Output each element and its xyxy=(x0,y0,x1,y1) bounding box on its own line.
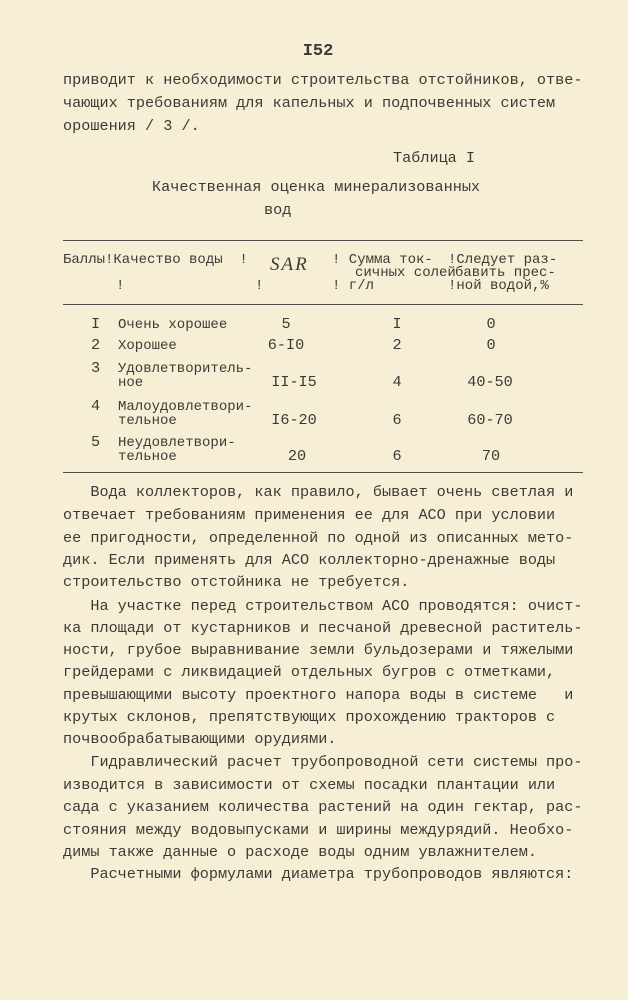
row-dilute: 70 xyxy=(481,447,501,465)
row-dilute: 0 xyxy=(486,336,496,354)
body-line: грейдерами с ликвидацией отдельных бугров с отметками, xyxy=(63,663,556,681)
row-sar: I6-20 xyxy=(271,411,317,429)
row-quality: ное xyxy=(118,375,144,391)
body-line: отвечает требованиям применения ее для АСО при условии xyxy=(63,506,556,524)
body-line: превышающими высоту проектного напора воды в системе и xyxy=(63,686,574,704)
body-line: почвообрабатывающими орудиями. xyxy=(63,730,337,748)
table-header-rule xyxy=(63,304,583,305)
body-line: ка площади от кустарников и песчаной древесной раститель- xyxy=(63,619,583,637)
header-sep: ! xyxy=(116,278,125,294)
intro-line: приводит к необходимости строительства отстойников, отве- xyxy=(63,71,583,89)
table-title: вод xyxy=(264,201,292,219)
row-score: 2 xyxy=(91,336,101,354)
body-line: дик. Если применять для АСО коллекторно-дренажные воды xyxy=(63,551,556,569)
body-line: Вода коллекторов, как правило, бывает очень светлая и xyxy=(63,483,574,501)
row-salts: 4 xyxy=(392,373,402,391)
intro-line: чающих требованиям для капельных и подпочвенных систем xyxy=(63,94,556,112)
row-score: 4 xyxy=(91,397,101,415)
row-salts: I xyxy=(392,315,402,333)
row-dilute: 60-70 xyxy=(467,411,513,429)
row-quality: Очень хорошее xyxy=(118,317,228,333)
row-quality: Малоудовлетвори- xyxy=(118,399,253,415)
body-line: Расчетными формулами диаметра трубопроводов являются: xyxy=(63,865,574,883)
header-sar: SAR xyxy=(270,254,309,275)
row-quality: Неудовлетвори- xyxy=(118,435,236,451)
row-score: 3 xyxy=(91,359,101,377)
row-quality: тельное xyxy=(118,413,177,429)
row-sar: 20 xyxy=(287,447,307,465)
body-line: ности, грубое выравнивание земли бульдозерами и тяжелыми xyxy=(63,641,574,659)
row-score: I xyxy=(91,315,101,333)
row-salts: 6 xyxy=(392,447,402,465)
intro-line: орошения / 3 /. xyxy=(63,117,200,135)
table-title: Качественная оценка минерализованных xyxy=(152,178,481,196)
body-line: строительство отстойника не требуется. xyxy=(63,573,410,591)
row-salts: 6 xyxy=(392,411,402,429)
table-label: Таблица I xyxy=(393,149,476,167)
body-line: изводится в зависимости от схемы посадки плантации или xyxy=(63,776,556,794)
row-sar: II-I5 xyxy=(271,373,317,391)
body-line: крутых склонов, препятствующих прохождению тракторов с xyxy=(63,708,556,726)
header-score-quality: Баллы!Качество воды ! xyxy=(63,252,248,268)
header-salts: сичных солей xyxy=(355,265,456,281)
row-sar: 5 xyxy=(281,315,291,333)
row-sar: 6-I0 xyxy=(267,336,305,354)
header-salts: ! Сумма ток- xyxy=(332,252,433,268)
row-quality: Удовлетворитель- xyxy=(118,361,253,377)
header-salts: ! г/л xyxy=(332,278,375,294)
table-bottom-rule xyxy=(63,472,583,473)
body-line: Гидравлический расчет трубопроводной сети системы про- xyxy=(63,753,583,771)
body-line: ее пригодности, определенной по одной из описанных мето- xyxy=(63,529,574,547)
page-number: I52 xyxy=(302,42,334,61)
header-dilute: !ной водой,% xyxy=(448,278,549,294)
row-quality: Хорошее xyxy=(118,338,177,354)
body-line: димы также данные о расходе воды одним увлажнителем. xyxy=(63,843,537,861)
row-dilute: 0 xyxy=(486,315,496,333)
body-line: сада с указанием количества растений на один гектар, рас- xyxy=(63,798,583,816)
row-salts: 2 xyxy=(392,336,402,354)
body-line: На участке перед строительством АСО проводятся: очист- xyxy=(63,597,583,615)
header-dilute: бавить прес- xyxy=(455,265,556,281)
table-top-rule xyxy=(63,240,583,241)
row-score: 5 xyxy=(91,433,101,451)
body-line: стояния между водовыпусками и ширины междурядий. Необхо- xyxy=(63,821,574,839)
header-dilute: !Следует раз- xyxy=(448,252,558,268)
header-sep: ! xyxy=(255,278,264,294)
row-dilute: 40-50 xyxy=(467,373,513,391)
row-quality: тельное xyxy=(118,449,177,465)
